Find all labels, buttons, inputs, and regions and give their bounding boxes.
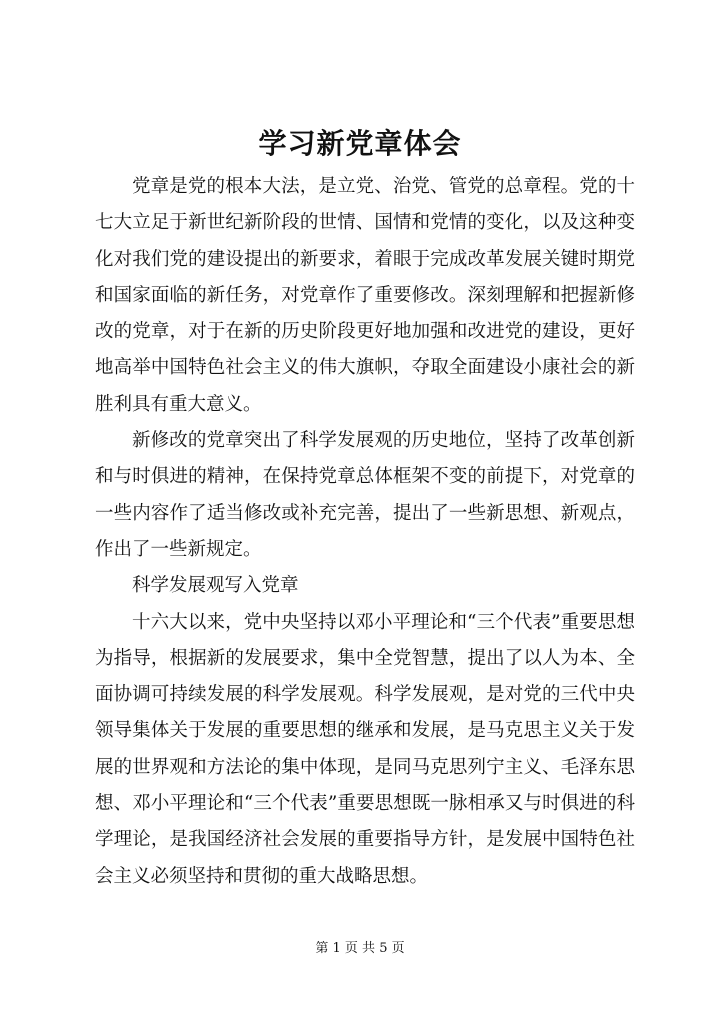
document-body: [95, 169, 635, 895]
page-footer: 第 1 页 共 5 页: [315, 941, 405, 956]
section-heading: 科学发展观写入党章: [132, 575, 299, 597]
document-title: 学习新党章体会: [258, 127, 462, 160]
paragraph-intro: 党章是党的根本大法，是立党、治党、管党的总章程。党的十七大立足于新世纪新阶段的世情、国情和党情的变化，以及这种变化对我们党的建设提出的新要求，着眼于完成改革发展关键时期党和国家面临的新任务，对党章作了重要修改。深刻理解和把握新修改的党章，对于在新的历史阶段更好地加强和改进党的建设，更好地高举中国特色社会主义的伟大旗帜，夺取全面建设小康社会的新胜利具有重大意义。: [95, 176, 635, 415]
paragraph-scientific-development: 十六大以来，党中央坚持以邓小平理论和“三个代表”重要思想为指导，根据新的发展要求，集中全党智慧，提出了以人为本、全面协调可持续发展的科学发展观。科学发展观，是对党的三代中央领导集体关于发展的重要思想的继承和发展，是马克思主义关于发展的世界观和方法论的集中体现，是同马克思列宁主义、毛泽东思想、邓小平理论和“三个代表”重要思想既一脉相承又与时俱进的科学理论，是我国经济社会发展的重要指导方针，是发展中国特色社会主义必须坚持和贯彻的重大战略思想。: [95, 611, 635, 887]
paragraph-revision-summary: 新修改的党章突出了科学发展观的历史地位，坚持了改革创新和与时俱进的精神，在保持党章总体框架不变的前提下，对党章的一些内容作了适当修改或补充完善，提出了一些新思想、新观点，作出了一些新规定。: [95, 430, 635, 560]
